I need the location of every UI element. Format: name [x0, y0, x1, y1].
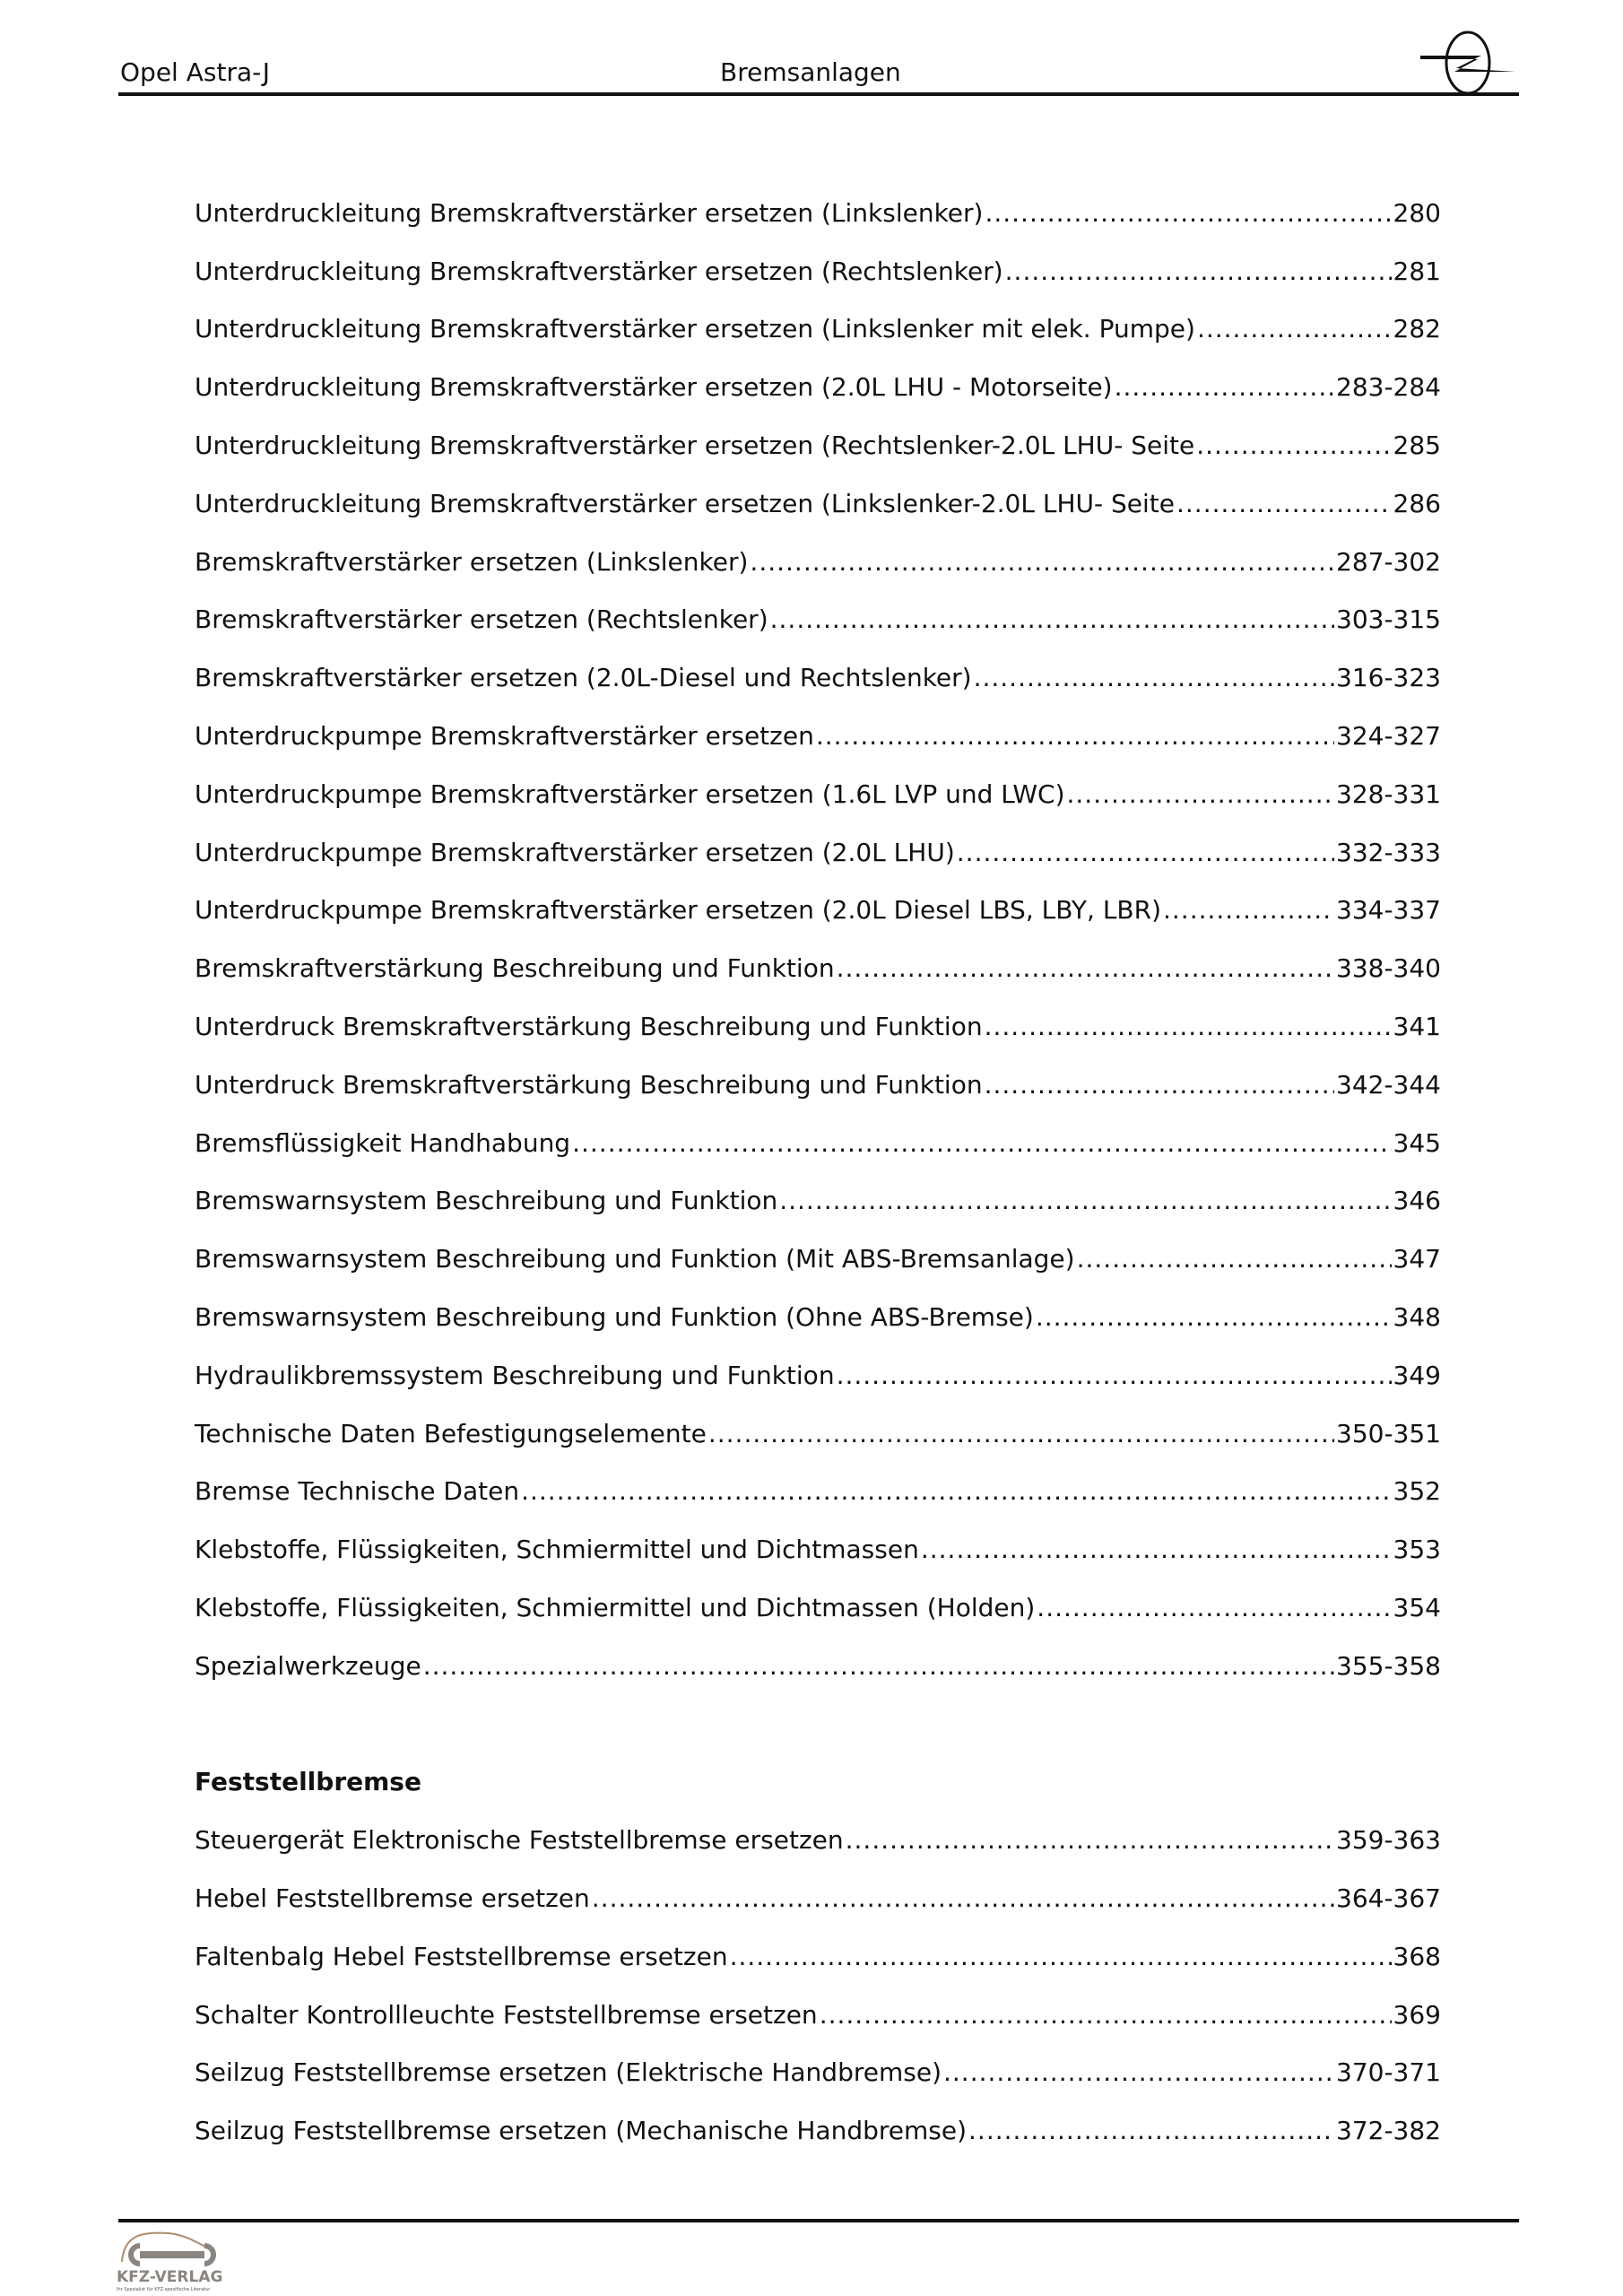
toc-entry-title: Steuergerät Elektronische Feststellbremse ersetzen — [195, 1825, 844, 1856]
toc-entry[interactable] — [195, 882, 1441, 940]
toc-entry-title: Unterdruckleitung Bremskraftverstärker ersetzen (Rechtslenker) — [195, 256, 1003, 286]
dot-leader — [1037, 1593, 1391, 1622]
toc-entry-title: Klebstoffe, Flüssigkeiten, Schmiermittel und Dichtmassen — [195, 1535, 919, 1565]
toc-entry-title: Unterdruck Bremskraftverstärkung Beschreibung und Funktion — [195, 1069, 983, 1100]
toc-entry-title: Seilzug Feststellbremse ersetzen (Elektrische Handbremse) — [195, 2057, 942, 2088]
dot-leader — [592, 1883, 1334, 1913]
toc-entry-page: 348 — [1393, 1302, 1441, 1333]
dot-leader — [521, 1476, 1391, 1506]
toc-entry[interactable] — [195, 1520, 1441, 1578]
header-rule — [118, 92, 1519, 96]
toc-entry-page: 345 — [1393, 1127, 1441, 1158]
opel-logo-icon — [1419, 29, 1517, 97]
toc-entry-page: 352 — [1393, 1476, 1441, 1507]
spacer — [195, 1695, 1441, 1753]
toc-entry-page: 287-302 — [1336, 546, 1441, 577]
toc-entry[interactable] — [195, 1811, 1441, 1869]
dot-leader — [1005, 257, 1392, 286]
toc-entry-page: 303-315 — [1336, 604, 1441, 635]
toc-entry-title: Bremswarnsystem Beschreibung und Funktion (Ohne ABS-Bremse) — [195, 1302, 1034, 1333]
toc-entry-page: 364-367 — [1336, 1883, 1441, 1913]
dot-leader — [1163, 895, 1334, 925]
toc-entry-title: Hydraulikbremssystem Beschreibung und Funktion — [195, 1360, 835, 1390]
toc-entry-title: Bremskraftverstärker ersetzen (Rechtslenker) — [195, 604, 768, 635]
kfz-verlag-logo — [115, 2226, 240, 2294]
toc-entry-title: Unterdruckleitung Bremskraftverstärker ersetzen (Linkslenker mit elek. Pumpe) — [195, 314, 1195, 344]
toc-entry[interactable] — [195, 1463, 1441, 1521]
toc-entry-title: Unterdruckleitung Bremskraftverstärker ersetzen (Rechtslenker-2.0L LHU- Seite — [195, 430, 1195, 461]
toc-entry-title: Klebstoffe, Flüssigkeiten, Schmiermittel und Dichtmassen (Holden) — [195, 1593, 1036, 1623]
toc-entry-page: 281 — [1393, 256, 1441, 286]
toc-entry[interactable] — [195, 997, 1441, 1056]
toc-entry-page: 334-337 — [1336, 895, 1441, 926]
dot-leader — [779, 1186, 1391, 1215]
dot-leader — [1197, 314, 1392, 344]
footer-rule — [118, 2219, 1519, 2222]
toc-entry-title: Technische Daten Befestigungselemente — [195, 1418, 707, 1448]
toc-entry-title: Unterdruckleitung Bremskraftverstärker ersetzen (Linkslenker-2.0L LHU- Seite — [195, 488, 1175, 518]
toc-entry[interactable] — [195, 416, 1441, 474]
toc-entry-title: Unterdruckleitung Bremskraftverstärker ersetzen (2.0L LHU - Motorseite) — [195, 372, 1113, 403]
toc-entry[interactable] — [195, 1927, 1441, 1986]
dot-leader — [921, 1535, 1392, 1564]
dot-leader — [816, 721, 1334, 751]
dot-leader — [837, 1361, 1392, 1390]
toc-entry[interactable] — [195, 1346, 1441, 1405]
toc-entry[interactable] — [195, 591, 1441, 649]
toc-entry-title: Unterdruck Bremskraftverstärkung Beschreibung und Funktion — [195, 1012, 983, 1042]
toc-entry-title: Bremskraftverstärkung Beschreibung und Funktion — [195, 953, 835, 984]
toc-entry[interactable] — [195, 1056, 1441, 1114]
toc-entry-title: Faltenbalg Hebel Feststellbremse ersetzen — [195, 1941, 728, 1971]
toc-entry[interactable] — [195, 2044, 1441, 2102]
dot-leader — [968, 2116, 1334, 2145]
toc-entry[interactable] — [195, 1230, 1441, 1288]
dot-leader — [985, 198, 1391, 228]
dot-leader — [1077, 1244, 1392, 1274]
toc-entry[interactable] — [195, 707, 1441, 765]
dot-leader — [837, 953, 1334, 983]
toc-entry[interactable] — [195, 823, 1441, 882]
toc-entry-title: Hebel Feststellbremse ersetzen — [195, 1883, 590, 1913]
dot-leader — [985, 1070, 1334, 1100]
toc-entry-page: 324-327 — [1336, 721, 1441, 752]
toc-entry-page: 369 — [1393, 1999, 1441, 2030]
toc-entry-page: 346 — [1393, 1186, 1441, 1216]
toc-entry[interactable] — [195, 242, 1441, 300]
dot-leader — [820, 2000, 1392, 2030]
toc-entry[interactable] — [195, 358, 1441, 416]
dot-leader — [1196, 430, 1391, 460]
toc-entry-page: 370-371 — [1336, 2057, 1441, 2088]
toc-entry-page: 349 — [1393, 1360, 1441, 1390]
toc-entry-page: 280 — [1393, 197, 1441, 228]
toc-entry-title: Bremswarnsystem Beschreibung und Funktion — [195, 1186, 778, 1216]
toc-entry-page: 285 — [1393, 430, 1441, 461]
toc-entry[interactable] — [195, 1578, 1441, 1637]
section-heading: Feststellbremse — [195, 1767, 421, 1797]
svg-text:KFZ-VERLAG: KFZ-VERLAG — [117, 2268, 223, 2286]
toc-entry-page: 354 — [1393, 1593, 1441, 1623]
dot-leader — [957, 838, 1334, 867]
dot-leader — [1115, 372, 1334, 402]
toc-entry-page: 316-323 — [1336, 663, 1441, 693]
dot-leader — [572, 1128, 1391, 1158]
dot-leader — [730, 1942, 1392, 1971]
toc-entry[interactable] — [195, 1288, 1441, 1346]
toc-entry-page: 353 — [1393, 1535, 1441, 1565]
toc-entry-title: Bremskraftverstärker ersetzen (Linkslenker) — [195, 546, 749, 577]
toc-entry-page: 342-344 — [1336, 1069, 1441, 1100]
dot-leader — [1036, 1302, 1392, 1332]
toc-entry-page: 350-351 — [1336, 1418, 1441, 1448]
dot-leader — [985, 1012, 1392, 1041]
toc-entry-title: Unterdruckpumpe Bremskraftverstärker ersetzen (2.0L LHU) — [195, 837, 955, 867]
toc-entry[interactable] — [195, 765, 1441, 823]
toc-entry[interactable] — [195, 1869, 1441, 1927]
toc-entry[interactable] — [195, 648, 1441, 707]
dot-leader — [750, 547, 1334, 577]
header-chapter-title: Bremsanlagen — [720, 57, 901, 87]
toc-entry[interactable] — [195, 184, 1441, 242]
toc-entry-page: 283-284 — [1336, 372, 1441, 403]
toc-entry-title: Unterdruckpumpe Bremskraftverstärker ersetzen — [195, 721, 814, 752]
toc-entry-title: Unterdruckpumpe Bremskraftverstärker ersetzen (1.6L LVP und LWC) — [195, 778, 1065, 809]
toc-entry-page: 328-331 — [1336, 778, 1441, 809]
dot-leader — [1067, 779, 1335, 809]
toc-entry[interactable] — [195, 1405, 1441, 1463]
svg-text:Ihr Spezialist für KFZ-spezifi: Ihr Spezialist für KFZ-spezifische Literatur — [117, 2287, 211, 2292]
toc-entry-page: 347 — [1393, 1244, 1441, 1274]
toc-entry-title: Unterdruckpumpe Bremskraftverstärker ersetzen (2.0L Diesel LBS, LBY, LBR) — [195, 895, 1161, 926]
dot-leader — [770, 604, 1334, 634]
toc-entry[interactable] — [195, 1114, 1441, 1172]
toc-entry[interactable] — [195, 2101, 1441, 2160]
toc-entry[interactable] — [195, 474, 1441, 533]
toc-entry[interactable] — [195, 1637, 1441, 1695]
toc-entry-page: 338-340 — [1336, 953, 1441, 984]
table-of-contents — [195, 184, 1441, 2160]
toc-entry-title: Unterdruckleitung Bremskraftverstärker ersetzen (Linkslenker) — [195, 197, 984, 228]
toc-entry-title: Bremswarnsystem Beschreibung und Funktion (Mit ABS-Bremsanlage) — [195, 1244, 1075, 1274]
toc-entry-page: 368 — [1393, 1941, 1441, 1971]
header-vehicle-model: Opel Astra-J — [120, 57, 271, 87]
toc-entry-title: Schalter Kontrollleuchte Feststellbremse ersetzen — [195, 1999, 818, 2030]
toc-entry-title: Bremsflüssigkeit Handhabung — [195, 1127, 571, 1158]
dot-leader — [423, 1651, 1334, 1681]
toc-entry[interactable] — [195, 939, 1441, 997]
toc-entry-page: 341 — [1393, 1012, 1441, 1042]
toc-entry-title: Bremse Technische Daten — [195, 1476, 520, 1507]
toc-entry-title: Seilzug Feststellbremse ersetzen (Mechanische Handbremse) — [195, 2116, 968, 2146]
toc-entry-page: 332-333 — [1336, 837, 1441, 867]
toc-entry-title: Spezialwerkzeuge — [195, 1650, 421, 1681]
toc-entry-title: Bremskraftverstärker ersetzen (2.0L-Diesel und Rechtslenker) — [195, 663, 972, 693]
toc-entry[interactable] — [195, 300, 1441, 359]
dot-leader — [846, 1825, 1334, 1855]
toc-entry[interactable] — [195, 1172, 1441, 1231]
dot-leader — [708, 1419, 1334, 1448]
toc-entry[interactable] — [195, 1986, 1441, 2044]
toc-entry-page: 286 — [1393, 488, 1441, 518]
toc-entry-page: 359-363 — [1336, 1825, 1441, 1856]
dot-leader — [974, 663, 1334, 692]
dot-leader — [943, 2057, 1334, 2087]
toc-entry-page: 282 — [1393, 314, 1441, 344]
toc-entry[interactable] — [195, 533, 1441, 591]
toc-entry-page: 355-358 — [1336, 1650, 1441, 1681]
dot-leader — [1176, 489, 1392, 518]
toc-entry-page: 372-382 — [1336, 2116, 1441, 2146]
